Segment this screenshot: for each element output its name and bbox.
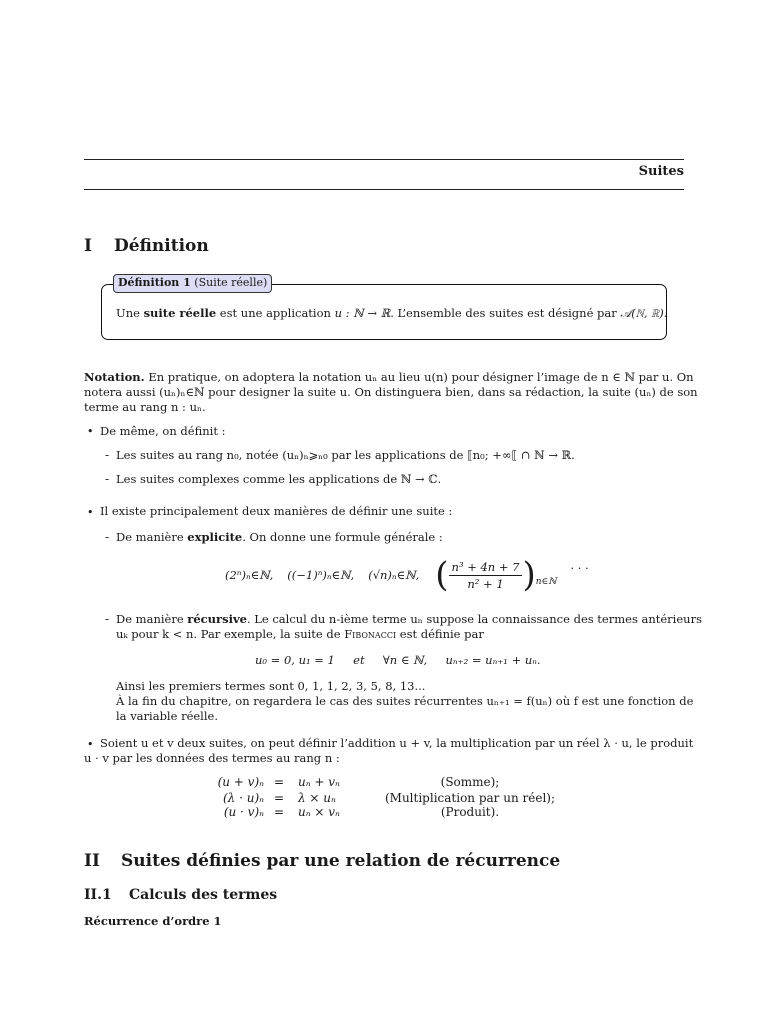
section-2-number: II xyxy=(84,851,100,871)
op-note: (Somme); xyxy=(440,775,500,789)
bullet-dot: • xyxy=(87,425,94,438)
example-rational xyxy=(435,555,557,595)
explicit-line xyxy=(116,529,443,545)
recursive-line-2 xyxy=(116,626,484,642)
dash-mark: - xyxy=(105,530,110,544)
definition-map: u : ℕ → ℝ xyxy=(334,306,391,320)
fibonacci-name: Fibonacci xyxy=(344,627,397,641)
fraction xyxy=(449,559,523,592)
bullet-3-line-2: u · v par les données des termes au rang n : xyxy=(84,751,340,765)
fraction-numerator: n³ + 4n + 7 xyxy=(449,559,523,576)
bullet-1-text: De même, on définit : xyxy=(100,424,226,438)
subsection-title: Calculs des termes xyxy=(129,887,278,903)
definition-set: 𝒜(ℕ, ℝ) xyxy=(620,306,664,320)
explicit-term: explicite xyxy=(187,530,243,544)
example-alternating: ((−1)ⁿ)ₙ∈ℕ, xyxy=(287,568,355,582)
subsection-number: II.1 xyxy=(84,887,112,903)
definition-text-end: . L’ensemble des suites est désigné par xyxy=(390,306,621,320)
notation-label: Notation. xyxy=(84,370,145,384)
explicit-prefix: De manière xyxy=(116,530,188,544)
header-top-rule xyxy=(84,159,684,160)
after-line-3: la variable réelle. xyxy=(116,709,219,723)
dash-mark: - xyxy=(105,472,110,486)
notation-line-1-text: En pratique, on adoptera la notation uₙ au lieu u(n) pour désigner l’image de n ∈ ℕ par u. On xyxy=(148,370,694,384)
section-1-title: Définition xyxy=(114,236,209,256)
definition-dot: . xyxy=(663,306,668,320)
recursive-line-1 xyxy=(116,611,702,627)
notation-line-2: notera aussi (uₙ)ₙ∈ℕ pour designer la suite u. On distinguera bien, dans sa rédaction, la suite (uₙ) de son xyxy=(84,385,698,399)
op-eq: = xyxy=(274,775,285,789)
example-power-of-two: (2ⁿ)ₙ∈ℕ, xyxy=(225,568,274,582)
op-lhs: (u · v)ₙ xyxy=(223,805,264,819)
definition-tag-label: Définition 1 xyxy=(118,276,191,289)
definition-text-mid: est une application xyxy=(216,306,335,320)
example-dots: · · · xyxy=(570,561,589,575)
notation-line-1 xyxy=(84,370,694,385)
header-title: Suites xyxy=(638,164,684,179)
bullet-1-item-1: Les suites au rang n₀, notée (uₙ)ₙ⩾ₙ₀ par les applications de ⟦n₀; +∞⟦ ∩ ℕ → ℝ. xyxy=(116,448,575,462)
op-note: (Multiplication par un réel); xyxy=(384,791,555,805)
dash-mark: - xyxy=(105,612,110,626)
after-line-2: À la fin du chapitre, on regardera le cas des suites récurrentes uₙ₊₁ = f(uₙ) où f est une fonction de xyxy=(116,694,694,708)
recursive-term: récursive xyxy=(187,612,247,626)
explicit-suffix: . On donne une formule générale : xyxy=(242,530,443,544)
bullet-1-item-2: Les suites complexes comme les applications de ℕ → ℂ. xyxy=(116,472,442,486)
section-2-title: Suites définies par une relation de récurrence xyxy=(121,851,561,871)
paragraph-heading: Récurrence d’ordre 1 xyxy=(84,914,222,928)
after-line-1: Ainsi les premiers termes sont 0, 1, 1, 2, 3, 5, 8, 13... xyxy=(116,679,426,693)
example-sqrt: (√n)ₙ∈ℕ, xyxy=(368,568,420,582)
op-lhs: (λ · u)ₙ xyxy=(222,791,264,805)
recursive-line-2-text: uₖ pour k < n. Par exemple, la suite de xyxy=(116,627,345,641)
fraction-index: n∈ℕ xyxy=(535,577,557,587)
fibonacci-formula: u₀ = 0, u₁ = 1 et ∀n ∈ ℕ, uₙ₊₂ = uₙ₊₁ + uₙ. xyxy=(255,653,541,667)
definition-term: suite réelle xyxy=(143,306,217,320)
definition-tag xyxy=(113,274,272,293)
op-eq: = xyxy=(274,791,285,805)
bullet-dot: • xyxy=(87,506,94,519)
bullet-2-text: Il existe principalement deux manières de définir une suite : xyxy=(100,504,453,518)
notation-paragraph xyxy=(84,370,698,415)
left-paren: ( xyxy=(435,555,449,595)
bullet-dot: • xyxy=(87,738,94,751)
notation-line-3: terme au rang n : uₙ. xyxy=(84,400,206,414)
recursive-line-1-text: . Le calcul du n-ième terme uₙ suppose la connaissance des termes antérieurs xyxy=(246,612,702,626)
right-paren: ) xyxy=(522,555,536,595)
definition-text xyxy=(116,305,667,321)
header-bottom-rule xyxy=(84,189,684,190)
dash-mark: - xyxy=(105,448,110,462)
recursive-line-2-end: est définie par xyxy=(396,627,484,641)
section-1-number: I xyxy=(84,236,92,256)
op-rhs: uₙ + vₙ xyxy=(298,775,340,789)
definition-text-start: Une xyxy=(116,306,144,320)
after-paragraph xyxy=(116,679,694,724)
op-eq: = xyxy=(274,805,285,819)
op-lhs: (u + v)ₙ xyxy=(217,775,264,789)
bullet-3-line-1: Soient u et v deux suites, on peut définir l’addition u + v, la multiplication par un réel λ · u, le produit xyxy=(100,736,694,750)
op-rhs: uₙ × vₙ xyxy=(298,805,340,819)
fraction-denominator: n² + 1 xyxy=(467,576,504,591)
op-rhs: λ × uₙ xyxy=(298,791,336,805)
recursive-prefix: De manière xyxy=(116,612,188,626)
op-note: (Produit). xyxy=(440,805,500,819)
definition-tag-note: (Suite réelle) xyxy=(194,276,268,289)
explicit-examples-formula xyxy=(225,552,589,598)
